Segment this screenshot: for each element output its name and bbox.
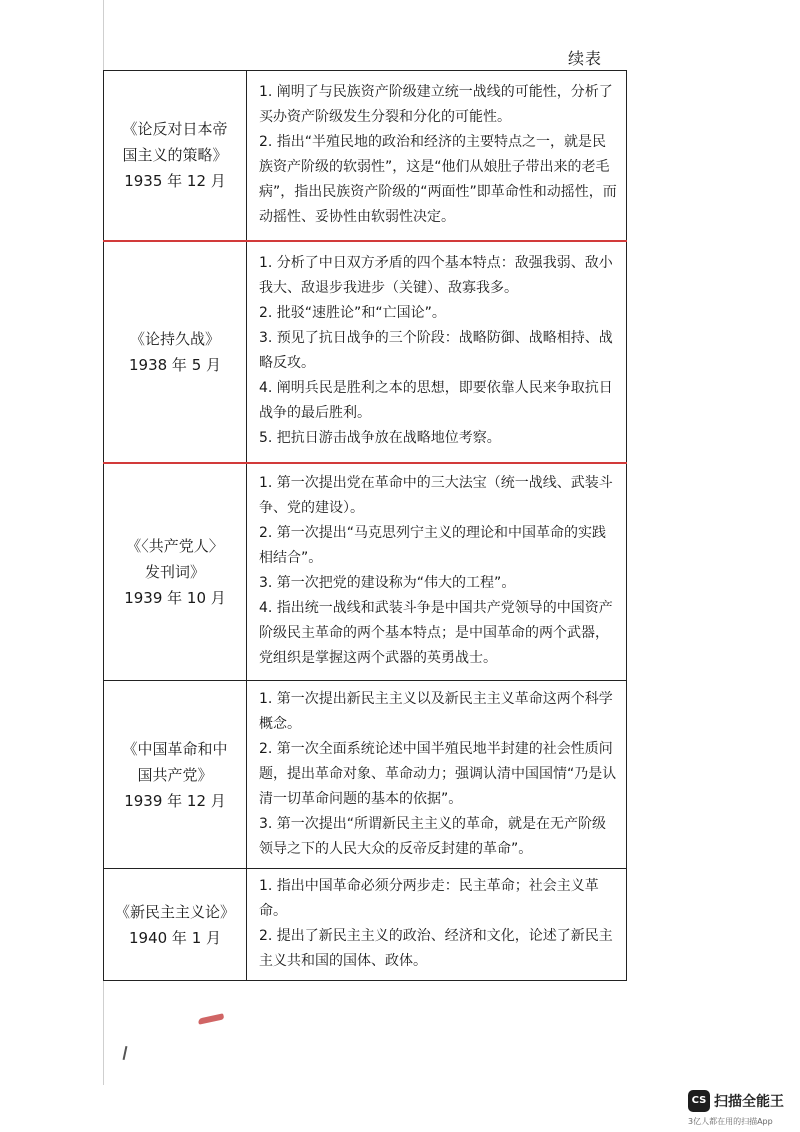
work-title-cell xyxy=(104,71,247,241)
work-title-line: 1939 年 10 月 xyxy=(124,588,226,607)
red-ink-stroke xyxy=(198,1013,225,1024)
work-title-line: 1940 年 1 月 xyxy=(128,928,222,947)
work-title-cell xyxy=(104,463,247,681)
work-title-line: 《〈共产党人〉 xyxy=(126,536,224,555)
point-item: 1. 第一次提出新民主主义以及新民主主义革命这两个科学概念。 xyxy=(259,690,613,732)
table-row xyxy=(104,869,627,981)
point-item: 4. 指出统一战线和武装斗争是中国共产党领导的中国资产阶级民主革命的两个基本特点；是中国革命的两个武器，党组织是掌握这两个武器的英勇战士。 xyxy=(259,600,613,667)
work-title-line: 《新民主主义论》 xyxy=(114,902,235,921)
table-row xyxy=(104,463,627,681)
point-item: 3. 第一次把党的建设称为“伟大的工程”。 xyxy=(259,575,516,592)
point-item: 2. 第一次全面系统论述中国半殖民地半封建的社会性质问题，提出革命对象、革命动力；强调认清中国国情“乃是认清一切革命问题的基本的依据”。 xyxy=(259,740,617,807)
work-points-cell xyxy=(247,241,627,463)
work-title-line: 《中国革命和中 xyxy=(122,739,228,758)
work-points-cell xyxy=(247,463,627,681)
point-item: 5. 把抗日游击战争放在战略地位考察。 xyxy=(259,430,501,446)
work-title-line: 1938 年 5 月 xyxy=(128,355,222,374)
table-row xyxy=(104,71,627,241)
work-title-line: 《论反对日本帝 xyxy=(122,120,228,139)
work-title-cell xyxy=(104,681,247,869)
work-points-cell xyxy=(247,71,627,241)
point-item: 2. 第一次提出“马克思列宁主义的理论和中国革命的实践相结合”。 xyxy=(259,525,607,567)
point-item: 1. 第一次提出党在革命中的三大法宝（统一战线、武装斗争、党的建设）。 xyxy=(259,475,613,517)
camscanner-logo-icon: CS xyxy=(688,1090,710,1112)
table-row xyxy=(104,241,627,463)
work-title-line: 国共产党》 xyxy=(137,765,213,784)
point-item: 1. 阐明了与民族资产阶级建立统一战线的可能性，分析了买办资产阶级发生分裂和分化的可能性。 xyxy=(259,83,613,125)
point-item: 2. 提出了新民主主义的政治、经济和文化，论述了新民主主义共和国的国体、政体。 xyxy=(259,928,613,969)
point-item: 1. 指出中国革命必须分两步走：民主革命；社会主义革命。 xyxy=(259,878,599,919)
work-title-cell xyxy=(104,869,247,981)
scanner-watermark xyxy=(688,1088,800,1132)
works-summary-table xyxy=(103,70,627,981)
work-title-line: 《论持久战》 xyxy=(129,329,220,348)
pen-mark xyxy=(123,1046,128,1060)
work-title-line: 国主义的策略》 xyxy=(122,146,228,165)
point-item: 3. 第一次提出“所谓新民主主义的革命，就是在无产阶级领导之下的人民大众的反帝反封建的革命”。 xyxy=(259,815,607,857)
watermark-tagline: 3亿人都在用的扫描App xyxy=(688,1117,773,1126)
work-points-cell xyxy=(247,869,627,981)
point-item: 2. 指出“半殖民地的政治和经济的主要特点之一，就是民族资产阶级的软弱性”，这是“他们从娘肚子带出来的老毛病”，指出民族资产阶级的“两面性”即革命性和动摇性，而动摇性、妥协性由软弱性决定。 xyxy=(259,133,617,225)
work-title-line: 发刊词》 xyxy=(144,562,205,581)
point-item: 1. 分析了中日双方矛盾的四个基本特点：敌强我弱、敌小我大、敌退步我进步（关键）、敌寡我多。 xyxy=(259,255,613,296)
point-item: 3. 预见了抗日战争的三个阶段：战略防御、战略相持、战略反攻。 xyxy=(259,330,613,371)
work-title-line: 1935 年 12 月 xyxy=(124,172,226,191)
work-title-line: 1939 年 12 月 xyxy=(124,791,226,810)
table-row xyxy=(104,681,627,869)
work-title-cell xyxy=(104,241,247,463)
point-item: 2. 批驳“速胜论”和“亡国论”。 xyxy=(259,305,446,321)
work-points-cell xyxy=(247,681,627,869)
watermark-app-name: 扫描全能王 xyxy=(714,1094,784,1110)
point-item: 4. 阐明兵民是胜利之本的思想，即要依靠人民来争取抗日战争的最后胜利。 xyxy=(259,380,613,421)
continued-table-label: 续表 xyxy=(568,49,603,68)
